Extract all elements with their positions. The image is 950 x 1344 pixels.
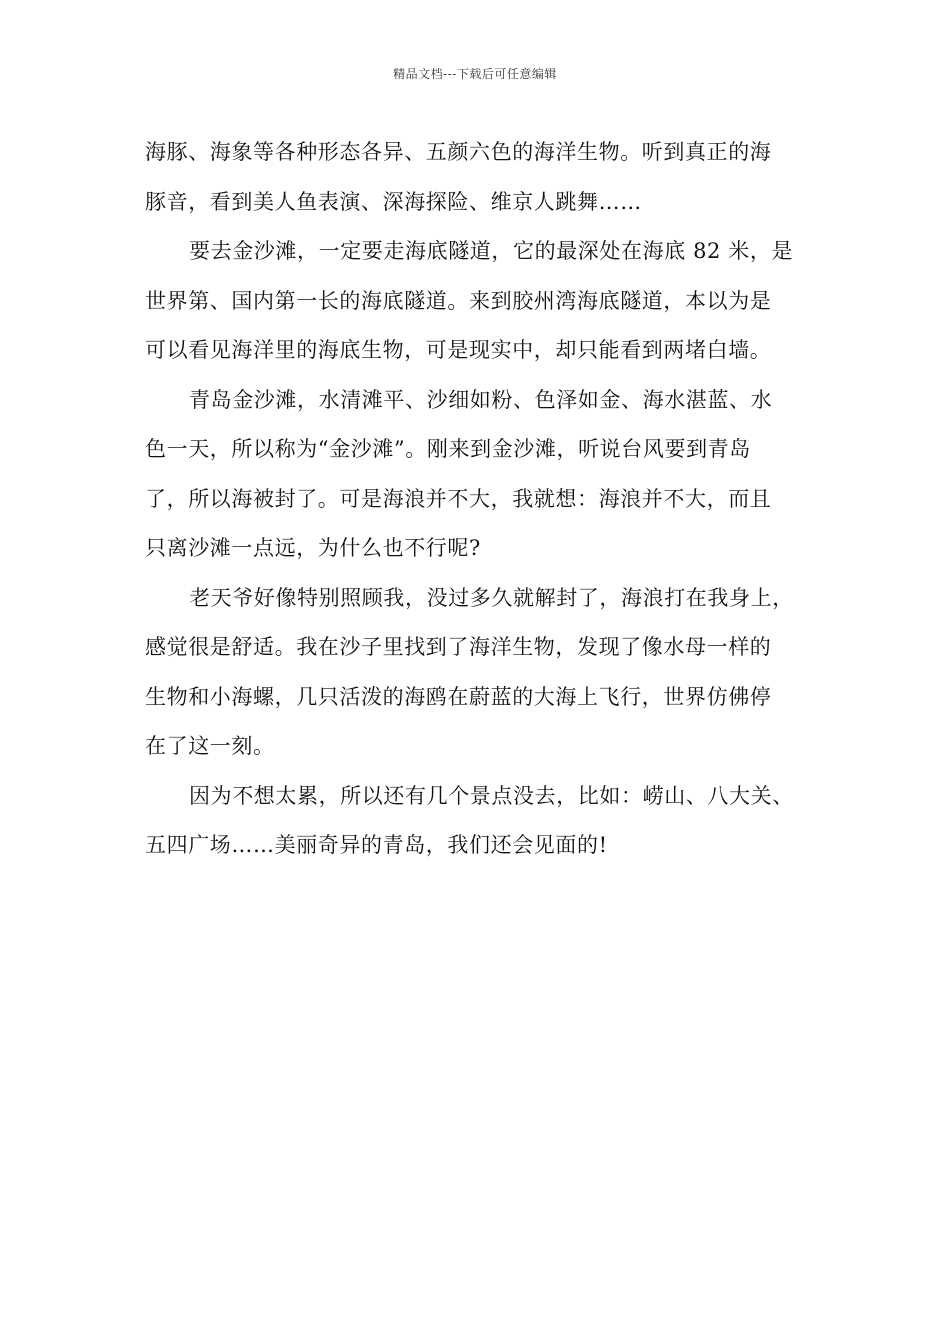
paragraph-first-line: 老天爷好像特别照顾我，没过多久就解封了，海浪打在我身上， [189,585,794,610]
page-header: 精品文档---下载后可任意编辑 [393,67,557,81]
paragraph-line: 海豚、海象等各种形态各异、五颜六色的海洋生物。听到真正的海 [145,140,772,164]
paragraph-line: 可以看见海洋里的海底生物，可是现实中，却只能看到两堵白墙。 [145,338,772,362]
paragraph-first-line: 青岛金沙滩，水清滩平、沙细如粉、色泽如金、海水湛蓝、水 [189,387,773,412]
paragraph-line: 在了这一刻。 [145,734,275,758]
paragraph-line: 感觉很是舒适。我在沙子里找到了海洋生物，发现了像水母一样的 [145,635,772,659]
paragraph-line: 只离沙滩一点远，为什么也不行呢? [145,536,481,560]
document-body [145,128,810,871]
paragraph-line: 生物和小海螺，几只活泼的海鸥在蔚蓝的大海上飞行，世界仿佛停 [145,684,772,709]
paragraph-line: 色一天，所以称为“金沙滩”。刚来到金沙滩，听说台风要到青岛 [145,437,751,461]
paragraph-line: 豚音，看到美人鱼表演、深海探险、维京人跳舞…… [145,189,642,214]
paragraph-line: 五四广场……美丽奇异的青岛，我们还会见面的! [145,833,608,857]
paragraph-first-line: 因为不想太累，所以还有几个景点没去，比如：崂山、八大关、 [189,783,794,808]
paragraph-line: 世界第、国内第一长的海底隧道。来到胶州湾海底隧道，本以为是 [145,288,772,313]
paragraph-line: 了，所以海被封了。可是海浪并不大，我就想：海浪并不大，而且 [145,486,772,511]
paragraph-first-line: 要去金沙滩，一定要走海底隧道，它的最深处在海底 82 米，是 [189,239,794,263]
